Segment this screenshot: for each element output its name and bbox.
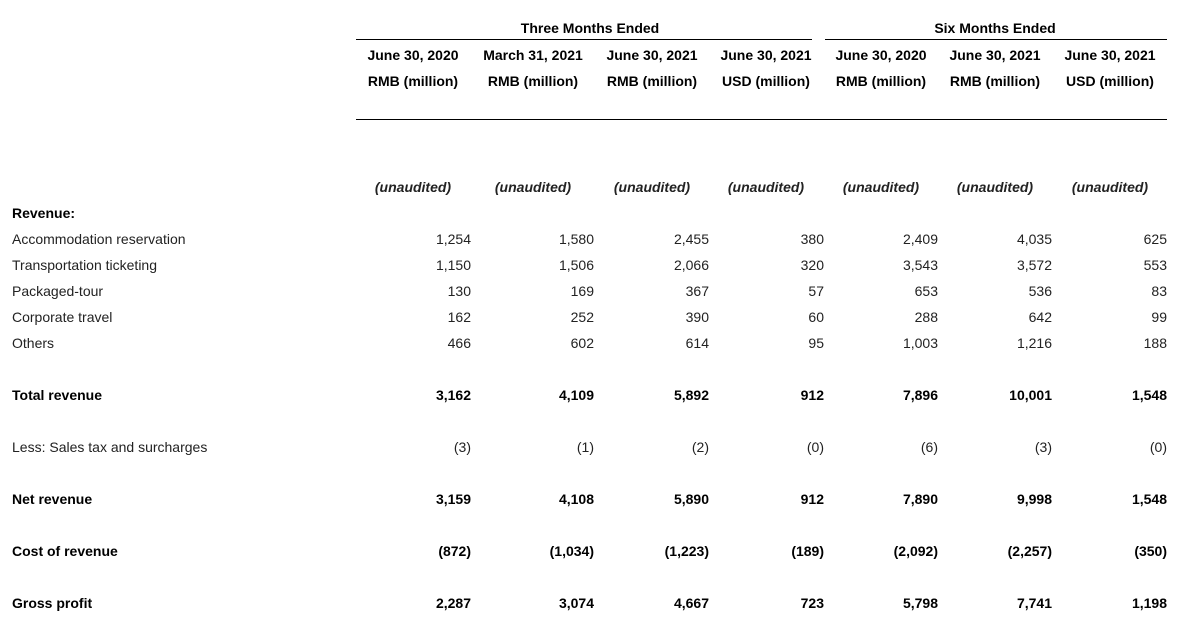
table-cell: 252 [570, 309, 594, 325]
table-cell: 188 [1143, 335, 1167, 351]
table-cell: 320 [800, 257, 824, 273]
table-cell: (3) [453, 439, 471, 455]
table-cell: 380 [800, 231, 824, 247]
column-audit-status: (unaudited) [374, 179, 452, 195]
table-cell: 7,890 [902, 491, 938, 507]
section-label-revenue: Revenue: [12, 205, 76, 221]
table-cell: 10,001 [1009, 387, 1052, 403]
table-cell: (2) [691, 439, 709, 455]
table-cell: 95 [808, 335, 824, 351]
row-label: Net revenue [12, 491, 93, 507]
table-cell: (1,223) [664, 543, 709, 559]
column-audit-status: (unaudited) [1071, 179, 1149, 195]
table-cell: (2,257) [1007, 543, 1052, 559]
table-cell: 1,003 [902, 335, 938, 351]
table-cell: 1,548 [1131, 387, 1167, 403]
column-header-unit: RMB (million) [949, 73, 1041, 89]
table-cell: 5,798 [902, 595, 938, 611]
column-header-unit: RMB (million) [487, 73, 579, 89]
table-cell: 642 [1028, 309, 1052, 325]
column-header-date: June 30, 2021 [606, 47, 698, 63]
table-cell: (3) [1034, 439, 1052, 455]
column-audit-status: (unaudited) [494, 179, 572, 195]
table-cell: 1,216 [1016, 335, 1052, 351]
table-cell: 60 [808, 309, 824, 325]
column-audit-status: (unaudited) [613, 179, 691, 195]
column-audit-status: (unaudited) [956, 179, 1034, 195]
table-cell: 614 [685, 335, 709, 351]
table-cell: 2,287 [435, 595, 471, 611]
table-cell: 2,455 [673, 231, 709, 247]
table-cell: (872) [438, 543, 471, 559]
table-cell: 723 [800, 595, 824, 611]
table-cell: (189) [791, 543, 824, 559]
column-header-date: June 30, 2020 [835, 47, 927, 63]
table-cell: 4,108 [558, 491, 594, 507]
column-audit-status: (unaudited) [727, 179, 805, 195]
table-cell: 3,162 [435, 387, 471, 403]
column-header-unit: USD (million) [1066, 73, 1154, 89]
row-label: Less: Sales tax and surcharges [12, 439, 208, 455]
table-cell: 912 [800, 491, 824, 507]
table-cell: 466 [447, 335, 471, 351]
column-header-unit: RMB (million) [606, 73, 698, 89]
table-cell: 83 [1151, 283, 1167, 299]
table-cell: 2,409 [902, 231, 938, 247]
column-header-date: June 30, 2021 [949, 47, 1041, 63]
table-cell: 130 [447, 283, 471, 299]
table-cell: 912 [800, 387, 824, 403]
table-cell: (350) [1134, 543, 1167, 559]
table-cell: 1,254 [435, 231, 471, 247]
column-header-date: June 30, 2021 [1064, 47, 1156, 63]
group-underline-three-months [356, 39, 812, 40]
table-cell: (1) [576, 439, 594, 455]
column-header-unit: RMB (million) [367, 73, 459, 89]
row-label: Gross profit [12, 595, 93, 611]
table-cell: 5,890 [673, 491, 709, 507]
table-cell: 390 [685, 309, 709, 325]
table-cell: 1,580 [558, 231, 594, 247]
table-cell: 653 [914, 283, 938, 299]
table-cell: 4,667 [673, 595, 709, 611]
group-header: Three Months Ended [520, 20, 660, 36]
table-cell: 1,198 [1131, 595, 1167, 611]
table-cell: 288 [914, 309, 938, 325]
table-cell: 3,543 [902, 257, 938, 273]
table-cell: (0) [806, 439, 824, 455]
table-cell: 3,074 [558, 595, 594, 611]
header-bottom-rule [356, 119, 1167, 120]
column-audit-status: (unaudited) [842, 179, 920, 195]
row-label: Cost of revenue [12, 543, 118, 559]
table-cell: 2,066 [673, 257, 709, 273]
table-cell: 3,572 [1016, 257, 1052, 273]
row-label: Total revenue [12, 387, 102, 403]
table-cell: 4,109 [558, 387, 594, 403]
table-cell: 7,741 [1016, 595, 1052, 611]
table-cell: 625 [1143, 231, 1167, 247]
table-cell: (6) [920, 439, 938, 455]
table-cell: 536 [1028, 283, 1052, 299]
row-label: Transportation ticketing [12, 257, 157, 273]
table-cell: 169 [570, 283, 594, 299]
group-header: Six Months Ended [934, 20, 1056, 36]
table-cell: 7,896 [902, 387, 938, 403]
row-label: Corporate travel [12, 309, 113, 325]
table-cell: (2,092) [893, 543, 938, 559]
table-cell: 4,035 [1016, 231, 1052, 247]
table-cell: 1,548 [1131, 491, 1167, 507]
table-cell: 1,150 [435, 257, 471, 273]
table-cell: (0) [1149, 439, 1167, 455]
table-cell: 162 [447, 309, 471, 325]
column-header-date: June 30, 2020 [367, 47, 459, 63]
column-header-unit: USD (million) [722, 73, 810, 89]
table-cell: (1,034) [549, 543, 594, 559]
row-label: Others [12, 335, 55, 351]
column-header-unit: RMB (million) [835, 73, 927, 89]
table-cell: 9,998 [1016, 491, 1052, 507]
column-header-date: March 31, 2021 [483, 47, 583, 63]
table-cell: 5,892 [673, 387, 709, 403]
group-underline-six-months [825, 39, 1167, 40]
table-cell: 553 [1143, 257, 1167, 273]
row-label: Accommodation reservation [12, 231, 186, 247]
table-cell: 367 [685, 283, 709, 299]
table-cell: 57 [808, 283, 824, 299]
table-cell: 1,506 [558, 257, 594, 273]
table-cell: 99 [1151, 309, 1167, 325]
table-cell: 602 [570, 335, 594, 351]
column-header-date: June 30, 2021 [720, 47, 812, 63]
table-cell: 3,159 [435, 491, 471, 507]
row-label: Packaged-tour [12, 283, 104, 299]
